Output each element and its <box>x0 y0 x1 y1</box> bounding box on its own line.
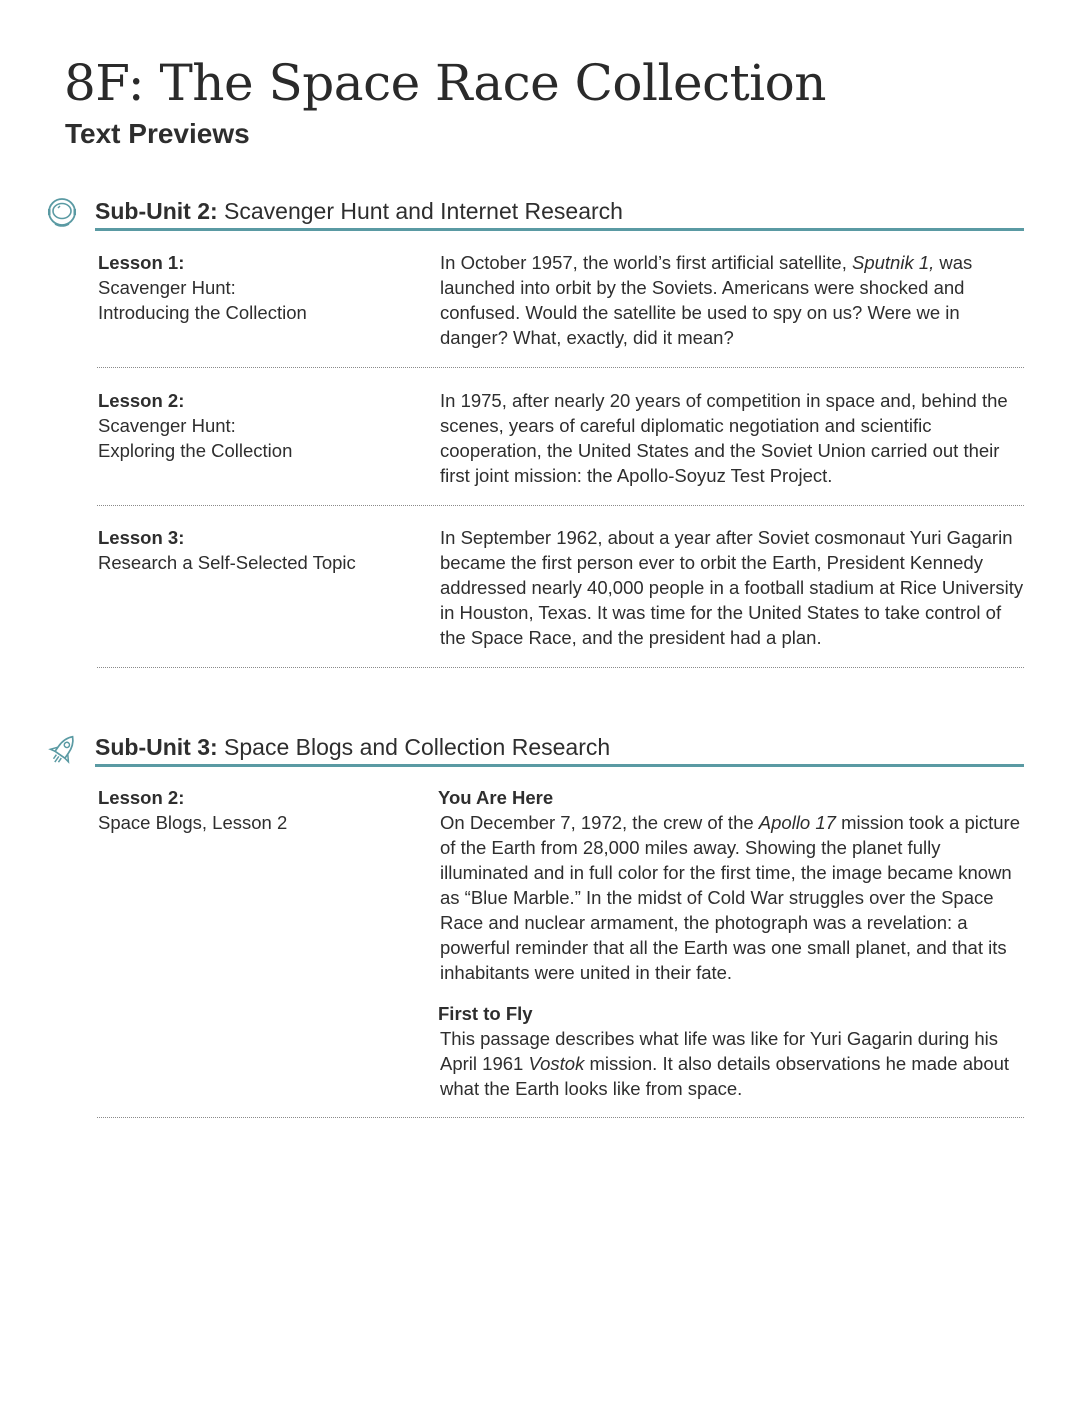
section-label: Sub-Unit 2: <box>95 198 218 224</box>
lesson-info <box>98 250 418 325</box>
row-divider <box>97 667 1024 668</box>
lesson-name: Space Blogs, Lesson 2 <box>98 812 288 833</box>
text-title: First to Fly <box>438 1003 533 1024</box>
title-emphasis: Apollo 17 <box>758 812 836 833</box>
preview-paragraph: In October 1957, the world’s first artificial satellite, Sputnik 1, was launched into orbit by the Soviets. Americans were shocked and confused. Would the satellite be used to spy on us? Were we in danger? What, exactly, did it mean? <box>440 252 973 348</box>
preview-paragraph: In 1975, after nearly 20 years of competition in space and, behind the scenes, years of careful diplomatic negotiation and scientific cooperation, the United States and the Soviet Union carried out their first joint mission: the Apollo-Soyuz Test Project. <box>440 390 1008 486</box>
row-divider <box>97 1117 1024 1118</box>
title-emphasis: Vostok <box>528 1053 585 1074</box>
title-emphasis: Sputnik 1, <box>851 252 935 273</box>
lesson-label: Lesson 1: <box>98 252 185 273</box>
rocket-icon <box>47 732 81 766</box>
preview-paragraph: This passage describes what life was like for Yuri Gagarin during his April 1961 Vostok mission. It also details observations he made about what the Earth looks like from space. <box>440 1028 1010 1099</box>
section-title: Space Blogs and Collection Research <box>217 734 611 760</box>
text-title: You Are Here <box>438 787 554 808</box>
lesson-info <box>98 388 418 463</box>
page-title: 8F: The Space Race Collection <box>64 54 826 112</box>
lesson-label: Lesson 2: <box>98 787 185 808</box>
lesson-info <box>98 785 418 835</box>
preview-paragraph: On December 7, 1972, the crew of the Apollo 17 mission took a picture of the Earth from 28,000 miles away. Showing the planet fully illuminated and in full color for the first time, the image became known as “Blue Marble.” In the midst of Cold War struggles over the Space Race and nuclear armament, the photograph was a revelation: a powerful reminder that all the Earth was one small planet, and that its inhabitants were united in their fate. <box>440 812 1021 983</box>
lesson-name: Introducing the Collection <box>98 302 307 323</box>
lesson-name: Scavenger Hunt: <box>98 415 236 436</box>
section-rule <box>95 228 1024 231</box>
lesson-info <box>98 525 418 575</box>
lesson-name: Research a Self-Selected Topic <box>98 552 356 573</box>
lesson-label: Lesson 3: <box>98 527 185 548</box>
text-preview <box>440 250 1024 350</box>
text-preview <box>440 785 1024 1101</box>
astronaut-helmet-icon <box>45 196 79 230</box>
section-rule <box>95 764 1024 767</box>
text-preview <box>440 388 1024 488</box>
preview-paragraph: In September 1962, about a year after Soviet cosmonaut Yuri Gagarin became the first person ever to orbit the Earth, President Kennedy addressed nearly 40,000 people in a football stadium at Rice University in Houston, Texas. It was time for the United States to take control of the Space Race, and the president had a plan. <box>440 527 1024 648</box>
page-subtitle: Text Previews <box>65 118 250 149</box>
text-preview <box>440 525 1024 650</box>
lesson-label: Lesson 2: <box>98 390 185 411</box>
row-divider <box>97 367 1024 368</box>
section-title: Scavenger Hunt and Internet Research <box>217 198 623 224</box>
row-divider <box>97 505 1024 506</box>
section-header <box>95 734 610 761</box>
section-label: Sub-Unit 3: <box>95 734 218 760</box>
lesson-name: Scavenger Hunt: <box>98 277 236 298</box>
section-header <box>95 198 623 225</box>
lesson-name: Exploring the Collection <box>98 440 293 461</box>
